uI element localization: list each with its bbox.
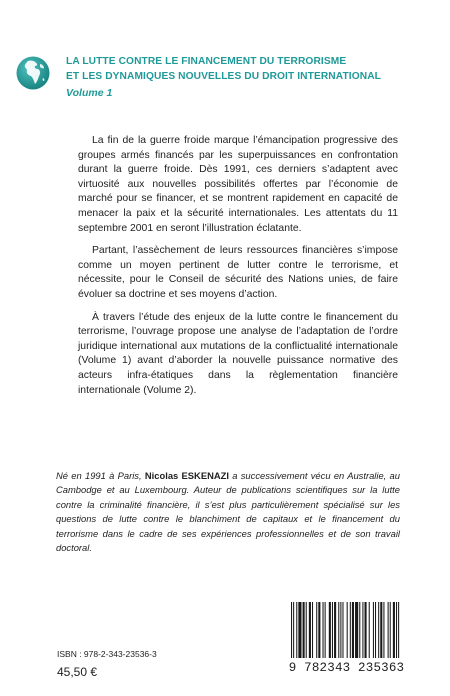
summary-paragraph-1: La fin de la guerre froide marque l’émancipation progressive des groupes armés financés par les superpuissances en confrontation durant la guerre froide. Dès 1991, ces derniers s’adaptent avec virtuosité aux nouvelles possibilités offertes par l’économie de marché pour se financer, et se montrent rapidement en capacité de menacer la paix et la sécurité internationales. Les attentats du 11 septembre 2001 en seront l’illustration éclatante. [78,135,398,234]
barcode-digits: 9 782343 235363 [288,661,405,675]
barcode-bar [312,602,313,658]
barcode-bar [352,602,354,658]
barcode-bar [338,602,339,658]
barcode-bar [355,602,358,658]
barcode-bar [309,602,311,658]
author-bio-prefix: Né en 1991 à Paris, [56,470,145,481]
barcode-bar [325,602,326,658]
volume-label: Volume 1 [66,87,113,99]
barcode-bar [291,602,292,658]
barcode-bar [383,602,384,658]
book-summary [78,134,398,406]
barcode-bar [350,602,351,658]
globe-logo [16,56,50,90]
barcode-bar [365,602,367,658]
barcode-bar [334,602,336,658]
barcode-bar [375,602,376,658]
barcode-bar [378,602,379,658]
book-price: 45,50 € [57,665,98,679]
barcode-bar [306,602,307,658]
barcode-bar [318,602,320,658]
barcode-bar [373,602,374,658]
barcode-bar [298,602,301,658]
barcode-bar [316,602,317,658]
barcode-bar [293,602,294,658]
barcode [287,600,406,681]
author-biography [56,469,400,555]
author-bio-text: a successivement vécu en Australie, au Cambodge et au Luxembourg. Auteur de publications scientifiques sur la lutte contre la criminalité financière, il s’est plus particulièrement spécialisé sur les questions de lutte contre le blanchiment de capitaux et le financement du terrorisme dans le cadre de ses expériences professionnelles et de son travail doctoral. [56,470,400,554]
barcode-bar [296,602,297,658]
barcode-bar [359,602,360,658]
barcode-bar [388,602,389,658]
barcode-bar [380,602,382,658]
barcode-bar [323,602,324,658]
barcode-bar [303,602,305,658]
book-title-line-2: ET LES DYNAMIQUES NOUVELLES DU DROIT INTERNATIONAL [66,71,381,82]
barcode-bar [398,602,399,658]
barcode-bar [362,602,363,658]
barcode-bars [287,600,406,660]
barcode-bar [396,602,397,658]
globe-icon [16,56,50,90]
barcode-bar [390,602,391,658]
isbn-number: ISBN : 978-2-343-23536-3 [57,649,157,659]
barcode-bar [342,602,343,658]
barcode-bar [332,602,333,658]
barcode-bar [393,602,395,658]
barcode-bar [347,602,348,658]
barcode-bar [369,602,370,658]
book-title-line-1: LA LUTTE CONTRE LE FINANCEMENT DU TERRORISME [66,56,347,67]
barcode-bar [340,602,341,658]
summary-paragraph-3: À travers l’étude des enjeux de la lutte contre le financement du terrorisme, l’ouvrage propose une analyse de l’adaptation de l’ordre juridique international aux mutations de la conflictualité internationale (Volume 1) avant d’aborder la nouvelle puissance normative des acteurs infra-étatiques dans la règlementation financière internationale (Volume 2). [78,311,398,396]
author-name: Nicolas ESKENAZI [144,470,229,481]
barcode-bar [329,602,331,658]
summary-paragraph-2: Partant, l’assèchement de leurs ressources financières s’impose comme un moyen pertinent de lutter contre le terrorisme, et nécessite, pour le Conseil de sécurité des Nations unies, de faire évoluer sa doctrine et ses moyens d’action. [78,245,398,300]
book-title-block [66,54,436,101]
